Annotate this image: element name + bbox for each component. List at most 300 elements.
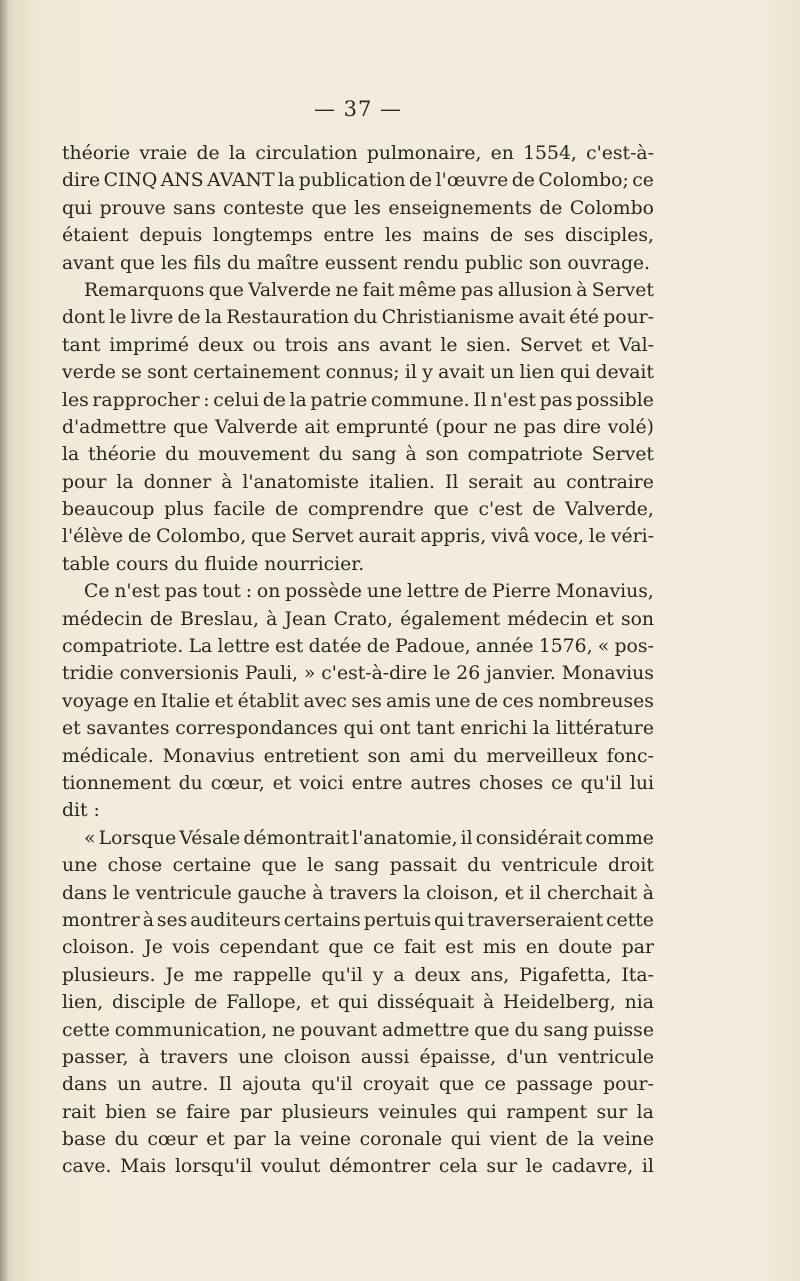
word: en (525, 937, 549, 959)
word: du (165, 444, 190, 466)
word: comprendre (307, 499, 424, 521)
word: coronale (359, 1129, 443, 1151)
word: 1576, (538, 636, 593, 658)
word: année (475, 636, 534, 658)
text-line (62, 880, 654, 907)
word: droit (608, 855, 654, 877)
text-line (62, 578, 654, 605)
word: admettre (382, 1019, 470, 1041)
word: dire (562, 416, 602, 438)
word: disséquait (376, 992, 475, 1014)
word: conteste (223, 197, 305, 219)
word: de (532, 499, 556, 521)
word: livre (130, 307, 174, 329)
word: c'est-à-dire (321, 663, 428, 685)
word: deux (197, 334, 244, 356)
word: qui (434, 909, 465, 931)
word: cette (606, 909, 654, 931)
word: fait (404, 937, 436, 959)
word: Monavius (162, 745, 255, 767)
text-line (62, 660, 654, 687)
word: il (529, 882, 542, 904)
word: que (251, 526, 287, 548)
word: connus; (325, 362, 400, 384)
word: cœur (147, 1129, 198, 1151)
word: celui (213, 389, 260, 411)
word: un (117, 1074, 142, 1096)
text-line-content: avant que les fils du maître eussent rendu public son ouvrage. (62, 252, 650, 274)
word: lorsqu'il (174, 1156, 253, 1178)
word: Il (218, 1074, 232, 1096)
word: certains (283, 909, 361, 931)
word: voulut (260, 1156, 321, 1178)
word: du (353, 307, 378, 329)
text-line (62, 441, 654, 468)
word: et (272, 772, 292, 794)
word: Valverde, (565, 499, 654, 521)
word: cœur, (210, 772, 265, 794)
word: dans (62, 882, 107, 904)
text-line (62, 934, 654, 961)
word: possible (576, 389, 654, 411)
word: on (256, 581, 281, 603)
word: ait (304, 416, 330, 438)
word: traverseraient (467, 909, 604, 931)
word: faire (186, 1101, 231, 1123)
word: est (275, 636, 304, 658)
text-line (62, 1017, 654, 1044)
word: mains (422, 225, 480, 247)
word: la (274, 1129, 292, 1151)
word: disciples, (565, 225, 654, 247)
word: que (433, 499, 469, 521)
word: la (636, 1101, 654, 1123)
word: que (328, 937, 364, 959)
word: et (595, 608, 614, 630)
word: que (261, 855, 297, 877)
word: cloison. (62, 937, 135, 959)
word: démontrer (329, 1156, 431, 1178)
word: ce (632, 170, 654, 192)
word: gauche (237, 882, 307, 904)
word: que (439, 1074, 475, 1096)
text-line-content: dit : (62, 800, 100, 822)
word: il (404, 362, 417, 384)
word: autres (410, 772, 471, 794)
word: vois (172, 937, 210, 959)
text-line (62, 770, 654, 797)
word: et (504, 882, 524, 904)
text-line (62, 277, 654, 304)
word: par (621, 937, 654, 959)
word: voce, (534, 526, 584, 548)
word: serait (468, 471, 523, 493)
word: théorie (88, 444, 157, 466)
text-line (62, 167, 654, 194)
word: véri- (610, 526, 654, 548)
word: que (208, 279, 244, 301)
word: Colombo, (156, 526, 247, 548)
word: c'est-à- (586, 143, 654, 164)
word: appris, (420, 526, 487, 548)
word: qui (466, 1101, 497, 1123)
word: qui (343, 718, 374, 740)
word: emprunté (335, 416, 429, 438)
word: rapprocher (92, 389, 200, 411)
word: pour- (603, 307, 654, 329)
word: y (372, 964, 384, 986)
word: de (262, 389, 286, 411)
word: de (409, 170, 433, 192)
word: se (155, 1101, 177, 1123)
word: beaucoup (62, 499, 155, 521)
word: pas (460, 279, 494, 301)
word: de (464, 581, 488, 603)
text-line (62, 222, 654, 249)
word: ses (351, 690, 382, 712)
text-line (62, 606, 654, 633)
word: le (588, 526, 606, 548)
word: veine (603, 1129, 654, 1151)
word: y (422, 362, 433, 384)
word: autre. (151, 1074, 209, 1096)
word: circulation (255, 143, 358, 164)
word: : (245, 581, 253, 603)
word: trois (284, 334, 329, 356)
word: aussi (360, 1046, 410, 1068)
word: son (367, 745, 401, 767)
word: ce (551, 772, 573, 794)
word: ans, (470, 964, 510, 986)
text-line (62, 304, 654, 331)
word: avant (378, 334, 432, 356)
word: étaient (62, 225, 129, 247)
word: cela (438, 1156, 478, 1178)
word: pour- (603, 1074, 654, 1096)
word: (pour (435, 416, 487, 438)
word: Servet (591, 444, 654, 466)
text-line (62, 1044, 654, 1071)
word: théorie (62, 143, 131, 164)
word: compatriote. (62, 636, 184, 658)
word: commune. (370, 389, 470, 411)
word: amis (386, 690, 431, 712)
text-line (62, 1153, 654, 1180)
word: puisse (593, 1019, 654, 1041)
word: Christianisme (381, 307, 515, 329)
word: patrie (310, 389, 368, 411)
word: Remarquons (84, 279, 205, 301)
word: ajouta (242, 1074, 302, 1096)
text-line (62, 250, 654, 277)
word: du (467, 855, 492, 877)
text-line (62, 469, 654, 496)
word: passait (389, 855, 457, 877)
word: entretient (263, 745, 359, 767)
word: l'anatomie, (352, 827, 458, 849)
word: sang (351, 444, 397, 466)
word: sien. (466, 334, 512, 356)
word: médecin (507, 608, 588, 630)
word: donner (143, 471, 212, 493)
word: démontrait (243, 827, 350, 849)
word: ces (502, 690, 534, 712)
word: certaine (172, 855, 252, 877)
word: de (366, 636, 390, 658)
word: Restauration (226, 307, 350, 329)
word: dire (62, 170, 101, 192)
word: se (121, 362, 142, 384)
word: l'œuvre (435, 170, 509, 192)
word: lui (629, 772, 654, 794)
word: le (440, 334, 458, 356)
word: pas (539, 389, 573, 411)
word: qui (450, 1129, 481, 1151)
word: à (482, 992, 495, 1014)
word: doute (558, 937, 613, 959)
word: « (84, 827, 96, 849)
word: Pigafetta, (519, 964, 612, 986)
word: été (569, 307, 600, 329)
word: dont (62, 307, 105, 329)
word: c'est (478, 499, 523, 521)
word: du (514, 1019, 539, 1041)
word: n'est (114, 581, 160, 603)
word: l'anatomiste (242, 471, 360, 493)
word: de (489, 225, 514, 247)
word: lien (519, 362, 555, 384)
word: facile (213, 499, 266, 521)
word: ses (523, 225, 555, 247)
word: tionnement (62, 772, 171, 794)
word: ANS (160, 170, 204, 192)
word: les (62, 389, 89, 411)
word: à (142, 909, 154, 931)
word: Padoue, (395, 636, 471, 658)
word: à (221, 471, 233, 493)
word: lettre (406, 581, 460, 603)
word: les (384, 225, 412, 247)
text-line-content: table cours du fluide nourricier. (62, 553, 365, 575)
word: les (354, 197, 381, 219)
text-line (62, 688, 654, 715)
word: rait (62, 1101, 96, 1123)
word: du (178, 772, 203, 794)
word: d'admettre (62, 416, 167, 438)
word: Colombo (569, 197, 654, 219)
word: à (312, 882, 324, 904)
word: la (532, 718, 551, 740)
word: enrichi (460, 718, 528, 740)
word: janvier. (486, 663, 556, 685)
text-line (62, 387, 654, 414)
word: rappelle (233, 964, 312, 986)
word: cette (62, 1019, 110, 1041)
word: nombreuses (538, 690, 654, 712)
word: pouvant (300, 1019, 378, 1041)
word: sang (334, 855, 380, 877)
word: il (460, 827, 473, 849)
word: CINQ (103, 170, 158, 192)
word: médecin (62, 608, 143, 630)
word: travers (329, 882, 398, 904)
word: à (405, 444, 417, 466)
word: Breslau, (180, 608, 259, 630)
word: cloison, (426, 882, 499, 904)
word: que (474, 1019, 510, 1041)
word: savantes (86, 718, 170, 740)
text-line (62, 414, 654, 441)
word: passer, (62, 1046, 129, 1068)
word: de (196, 143, 220, 164)
word: verde (62, 362, 116, 384)
text-line (62, 1099, 654, 1126)
word: cependant (219, 937, 319, 959)
text-line (62, 195, 654, 222)
text-line (62, 989, 654, 1016)
word: cloison (283, 1046, 351, 1068)
word: et (206, 1129, 225, 1151)
word: allusion (497, 279, 573, 301)
word: merveilleux (486, 745, 598, 767)
word: Heidelberg, (503, 992, 616, 1014)
word: bien (105, 1101, 147, 1123)
word: base (62, 1129, 106, 1151)
word: avait (438, 362, 485, 384)
word: travers (160, 1046, 229, 1068)
word: tridie (62, 663, 114, 685)
word: qui (62, 197, 93, 219)
word: du (318, 444, 343, 466)
body-text (62, 140, 654, 1181)
word: veinules (378, 1101, 458, 1123)
word: la (403, 882, 421, 904)
word: « (597, 636, 610, 658)
word: avec (303, 690, 347, 712)
word: croyait (362, 1074, 429, 1096)
page-gutter-shadow (0, 0, 8, 1281)
word: montrer (62, 909, 140, 931)
word: que (311, 197, 347, 219)
word: choses (478, 772, 544, 794)
word: disciple (112, 992, 186, 1014)
word: sont (147, 362, 188, 384)
word: cherchait (546, 882, 638, 904)
text-line (62, 825, 654, 852)
word: tant (416, 718, 455, 740)
word: pas (164, 581, 198, 603)
word: mis (482, 937, 517, 959)
word: ami (409, 745, 445, 767)
word: ventricule (501, 855, 598, 877)
word: ne (272, 1019, 296, 1041)
word: qu'il (311, 1074, 353, 1096)
word: Monavius, (555, 581, 654, 603)
text-line (62, 715, 654, 742)
word: entre (351, 772, 403, 794)
word: et (62, 718, 81, 740)
word: prouve (99, 197, 166, 219)
word: sur (486, 1156, 518, 1178)
word: épaisse, (419, 1046, 497, 1068)
word: médicale. (62, 745, 154, 767)
word: Monavius (561, 663, 654, 685)
word: même (398, 279, 457, 301)
text-line (62, 852, 654, 879)
word: La (188, 636, 213, 658)
word: volé) (607, 416, 654, 438)
word: Mais (120, 1156, 167, 1178)
word: vivâ (491, 526, 530, 548)
word: Italie (160, 690, 211, 712)
word: aurait (358, 526, 416, 548)
word: le (433, 663, 451, 685)
word: lien, (62, 992, 104, 1014)
word: ou (252, 334, 276, 356)
word: de (545, 1129, 569, 1151)
word: dans (62, 1074, 107, 1096)
word: d'un (506, 1046, 548, 1068)
word: passage (516, 1074, 593, 1096)
word: 26 (456, 663, 481, 685)
text-line (62, 496, 654, 523)
page-number: — 37 — (313, 97, 403, 121)
word: ont (379, 718, 411, 740)
word: plusieurs. (62, 964, 156, 986)
word: littérature (555, 718, 654, 740)
word: et (214, 690, 234, 712)
word: vraie (139, 143, 188, 164)
text-line (62, 633, 654, 660)
word: Colombo; (538, 170, 629, 192)
word: Valverde (248, 279, 331, 301)
word: de (128, 526, 152, 548)
word: tout (202, 581, 241, 603)
word: est (445, 937, 474, 959)
word: sans (173, 197, 216, 219)
word: pos- (614, 636, 654, 658)
text-line (62, 907, 654, 934)
word: ventricule (557, 1046, 654, 1068)
word: AVANT (207, 170, 275, 192)
word: ne (493, 416, 517, 438)
word: de (275, 499, 299, 521)
word: du (453, 745, 478, 767)
word: longtemps (213, 225, 313, 247)
word: de (474, 690, 498, 712)
word: Servet (591, 279, 654, 301)
word: entre (323, 225, 375, 247)
word: de (539, 197, 563, 219)
word: la (204, 307, 223, 329)
word: la (228, 143, 247, 164)
word: Jean (284, 608, 327, 630)
word: publication (298, 170, 406, 192)
word: n'est (490, 389, 536, 411)
word: a (393, 964, 405, 986)
word: du (114, 1129, 139, 1151)
word: auditeurs (190, 909, 281, 931)
word: Valverde (214, 416, 298, 438)
word: chose (107, 855, 163, 877)
word: ses (156, 909, 188, 931)
word: de (177, 307, 201, 329)
word: Pauli, (244, 663, 298, 685)
word: sur (596, 1101, 628, 1123)
text-line (62, 1071, 654, 1098)
word: pour (62, 471, 107, 493)
word: datée (308, 636, 362, 658)
